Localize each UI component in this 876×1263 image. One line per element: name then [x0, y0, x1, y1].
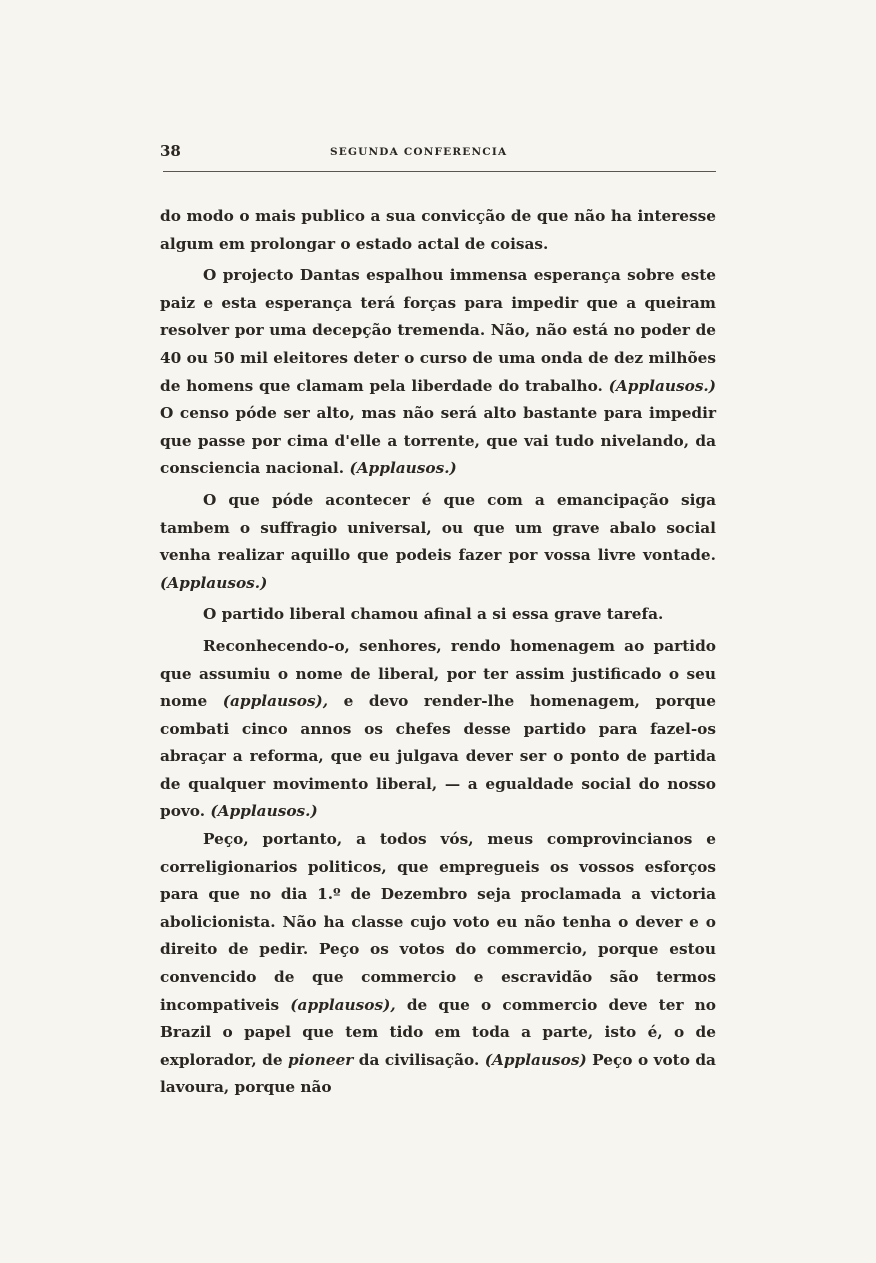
body-text	[160, 203, 716, 1102]
paragraph-text: do modo o mais publico a sua convicção de que não ha interesse algum em prolongar o estado actal de coisas.	[160, 207, 716, 253]
paragraph-text: da civilisação.	[353, 1050, 485, 1069]
paragraph-text: Peço o voto da lavoura, porque não	[160, 1050, 716, 1097]
applause-note: (Applausos.)	[349, 459, 457, 478]
paragraph-4	[160, 601, 716, 629]
foreign-word: pioneer	[288, 1050, 354, 1069]
applause-note: (Applausos)	[484, 1050, 587, 1069]
paragraph-text: Peço, portanto, a todos vós, meus comprovincianos e correligionarios politicos, que empregueis os vossos esforços para que no dia 1.º de Dezembro seja proclamada a victoria abolicionista. Não ha classe cujo voto eu não tenha o dever e o direito de pedir. Peço os votos do commercio, porque estou convencido de que commercio e escravidão são termos incompativeis	[160, 830, 716, 1014]
page-number: 38	[160, 142, 181, 160]
paragraph-text: O censo póde ser alto, mas não será alto bastante para impedir que passe por cima d'elle a torrente, que vai tudo nivelando, da consciencia nacional.	[160, 404, 716, 478]
running-head: SEGUNDA CONFERENCIA	[330, 146, 508, 158]
paragraph-text: Reconhecendo-o, senhores, rendo homenagem ao partido que assumiu o nome de liberal, por ter assim justificado o seu nome	[160, 636, 716, 711]
paragraph-3	[160, 487, 716, 597]
applause-note: (Applausos.)	[160, 573, 268, 592]
paragraph-text: O projecto Dantas espalhou immensa esperança sobre este paiz e esta esperança terá forças para impedir que a queiram resolver por uma decepção tremenda. Não, não está no poder de 40 ou 50 mil eleitores deter o curso de uma onda de dez milhões de homens que clamam pela liberdade do trabalho.	[160, 266, 716, 395]
paragraph-text: de que o commercio deve ter no Brazil o papel que tem tido em toda a parte, isto é, o de explorador, de	[160, 995, 716, 1069]
applause-note: (Applausos.)	[210, 802, 318, 821]
page-header	[160, 140, 716, 166]
paragraph-5	[160, 633, 716, 826]
header-rule	[163, 171, 716, 172]
paragraph-1	[160, 203, 716, 258]
paragraph-2	[160, 262, 716, 483]
paragraph-text: O que póde acontecer é que com a emancipação siga tambem o suffragio universal, ou que um grave abalo social venha realizar aquillo que podeis fazer por vossa livre vontade.	[160, 490, 716, 565]
paragraph-6	[160, 826, 716, 1102]
applause-note: (applausos),	[222, 692, 329, 711]
applause-note: (Applausos.)	[608, 376, 716, 395]
paragraph-text: O partido liberal chamou afinal a si essa grave tarefa.	[203, 605, 664, 624]
paragraph-text: e devo render-lhe homenagem, porque combati cinco annos os chefes desse partido para fazel-os abraçar a reforma, que eu julgava dever ser o ponto de partida de qualquer movimento liberal, — a egualdade social do nosso povo.	[160, 692, 716, 821]
applause-note: (applausos),	[290, 995, 396, 1014]
